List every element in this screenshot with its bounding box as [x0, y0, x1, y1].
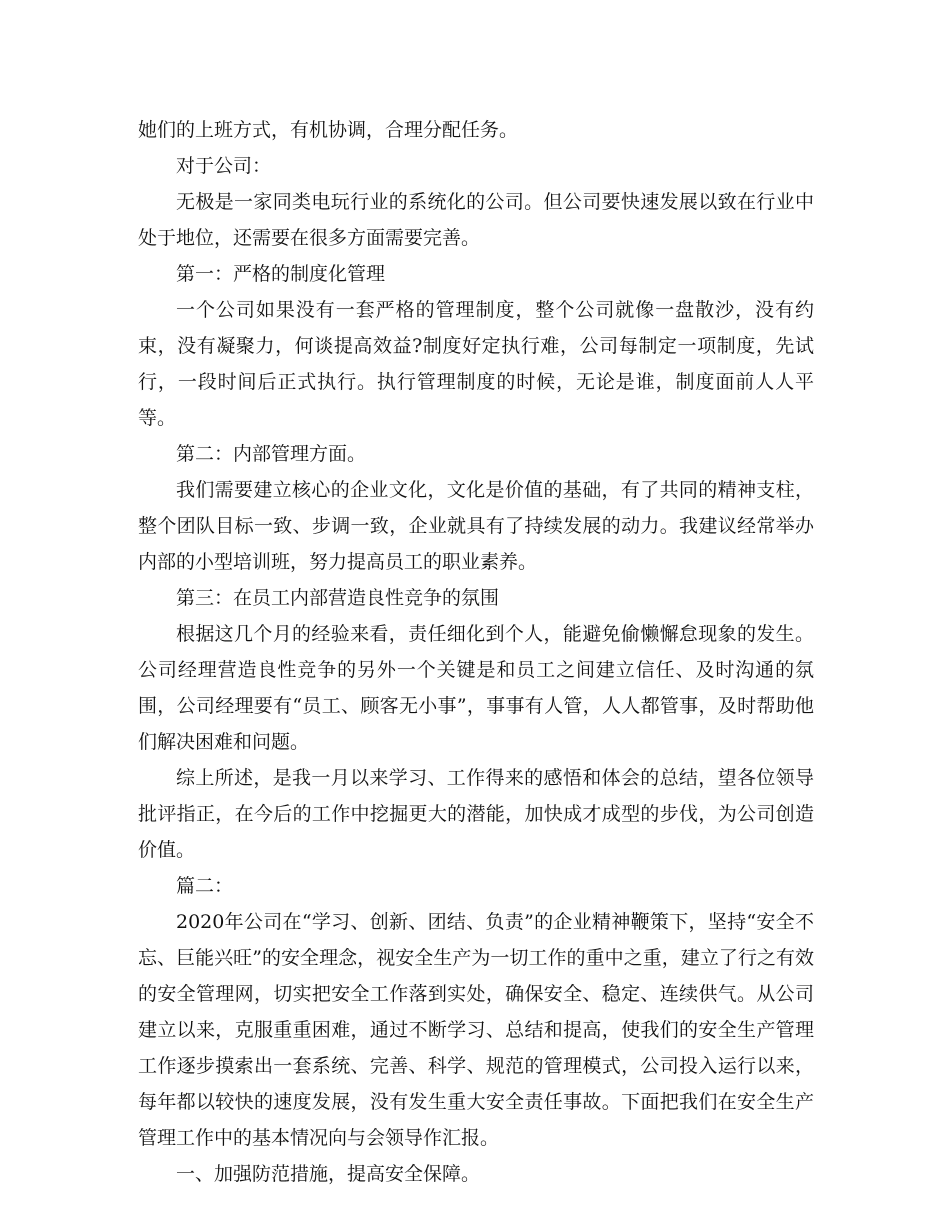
paragraph-12: 2020年公司在“学习、创新、团结、负责”的企业精神鞭策下，坚持“安全不忘、巨能兴旺”的安全理念，视安全生产为一切工作的重中之重，建立了行之有效的安全管理网，切实把安全工作落到实处，确保安全、稳定、连续供气。从公司建立以来，克服重重困难，通过不断学习、总结和提高，使我们的安全生产管理工作逐步摸索出一套系统、完善、科学、规范的管理模式，公司投入运行以来，每年都以较快的速度发展，没有发生重大安全责任事故。下面把我们在安全生产管理工作中的基本情况向与会领导作汇报。	[138, 911, 814, 1149]
paragraph-4: 第一：严格的制度化管理	[176, 263, 386, 285]
document-body	[138, 112, 814, 1192]
paragraph-11: 篇二：	[176, 875, 234, 897]
paragraph-8: 第三：在员工内部营造良性竞争的氛围	[176, 587, 500, 609]
paragraph-2: 对于公司：	[176, 155, 272, 177]
paragraph-13: 一、加强防范措施，提高安全保障。	[176, 1163, 481, 1185]
paragraph-10: 综上所述，是我一月以来学习、工作得来的感悟和体会的总结，望各位领导批评指正，在今后的工作中挖掘更大的潜能，加快成才成型的步伐，为公司创造价值。	[138, 767, 814, 861]
paragraph-6: 第二：内部管理方面。	[176, 443, 367, 465]
paragraph-3: 无极是一家同类电玩行业的系统化的公司。但公司要快速发展以致在行业中处于地位，还需要在很多方面需要完善。	[138, 191, 814, 249]
paragraph-5: 一个公司如果没有一套严格的管理制度，整个公司就像一盘散沙，没有约束，没有凝聚力，何谈提高效益?制度好定执行难，公司每制定一项制度，先试行，一段时间后正式执行。执行管理制度的时候，无论是谁，制度面前人人平等。	[138, 299, 814, 429]
paragraph-1: 她们的上班方式，有机协调，合理分配任务。	[138, 119, 519, 141]
paragraph-7: 我们需要建立核心的企业文化，文化是价值的基础，有了共同的精神支柱，整个团队目标一致、步调一致，企业就具有了持续发展的动力。我建议经常举办内部的小型培训班，努力提高员工的职业素养。	[138, 479, 814, 573]
paragraph-9: 根据这几个月的经验来看，责任细化到个人，能避免偷懒懈怠现象的发生。公司经理营造良性竞争的另外一个关键是和员工之间建立信任、及时沟通的氛围，公司经理要有“员工、顾客无小事”，事事有人管，人人都管事，及时帮助他们解决困难和问题。	[138, 623, 814, 753]
